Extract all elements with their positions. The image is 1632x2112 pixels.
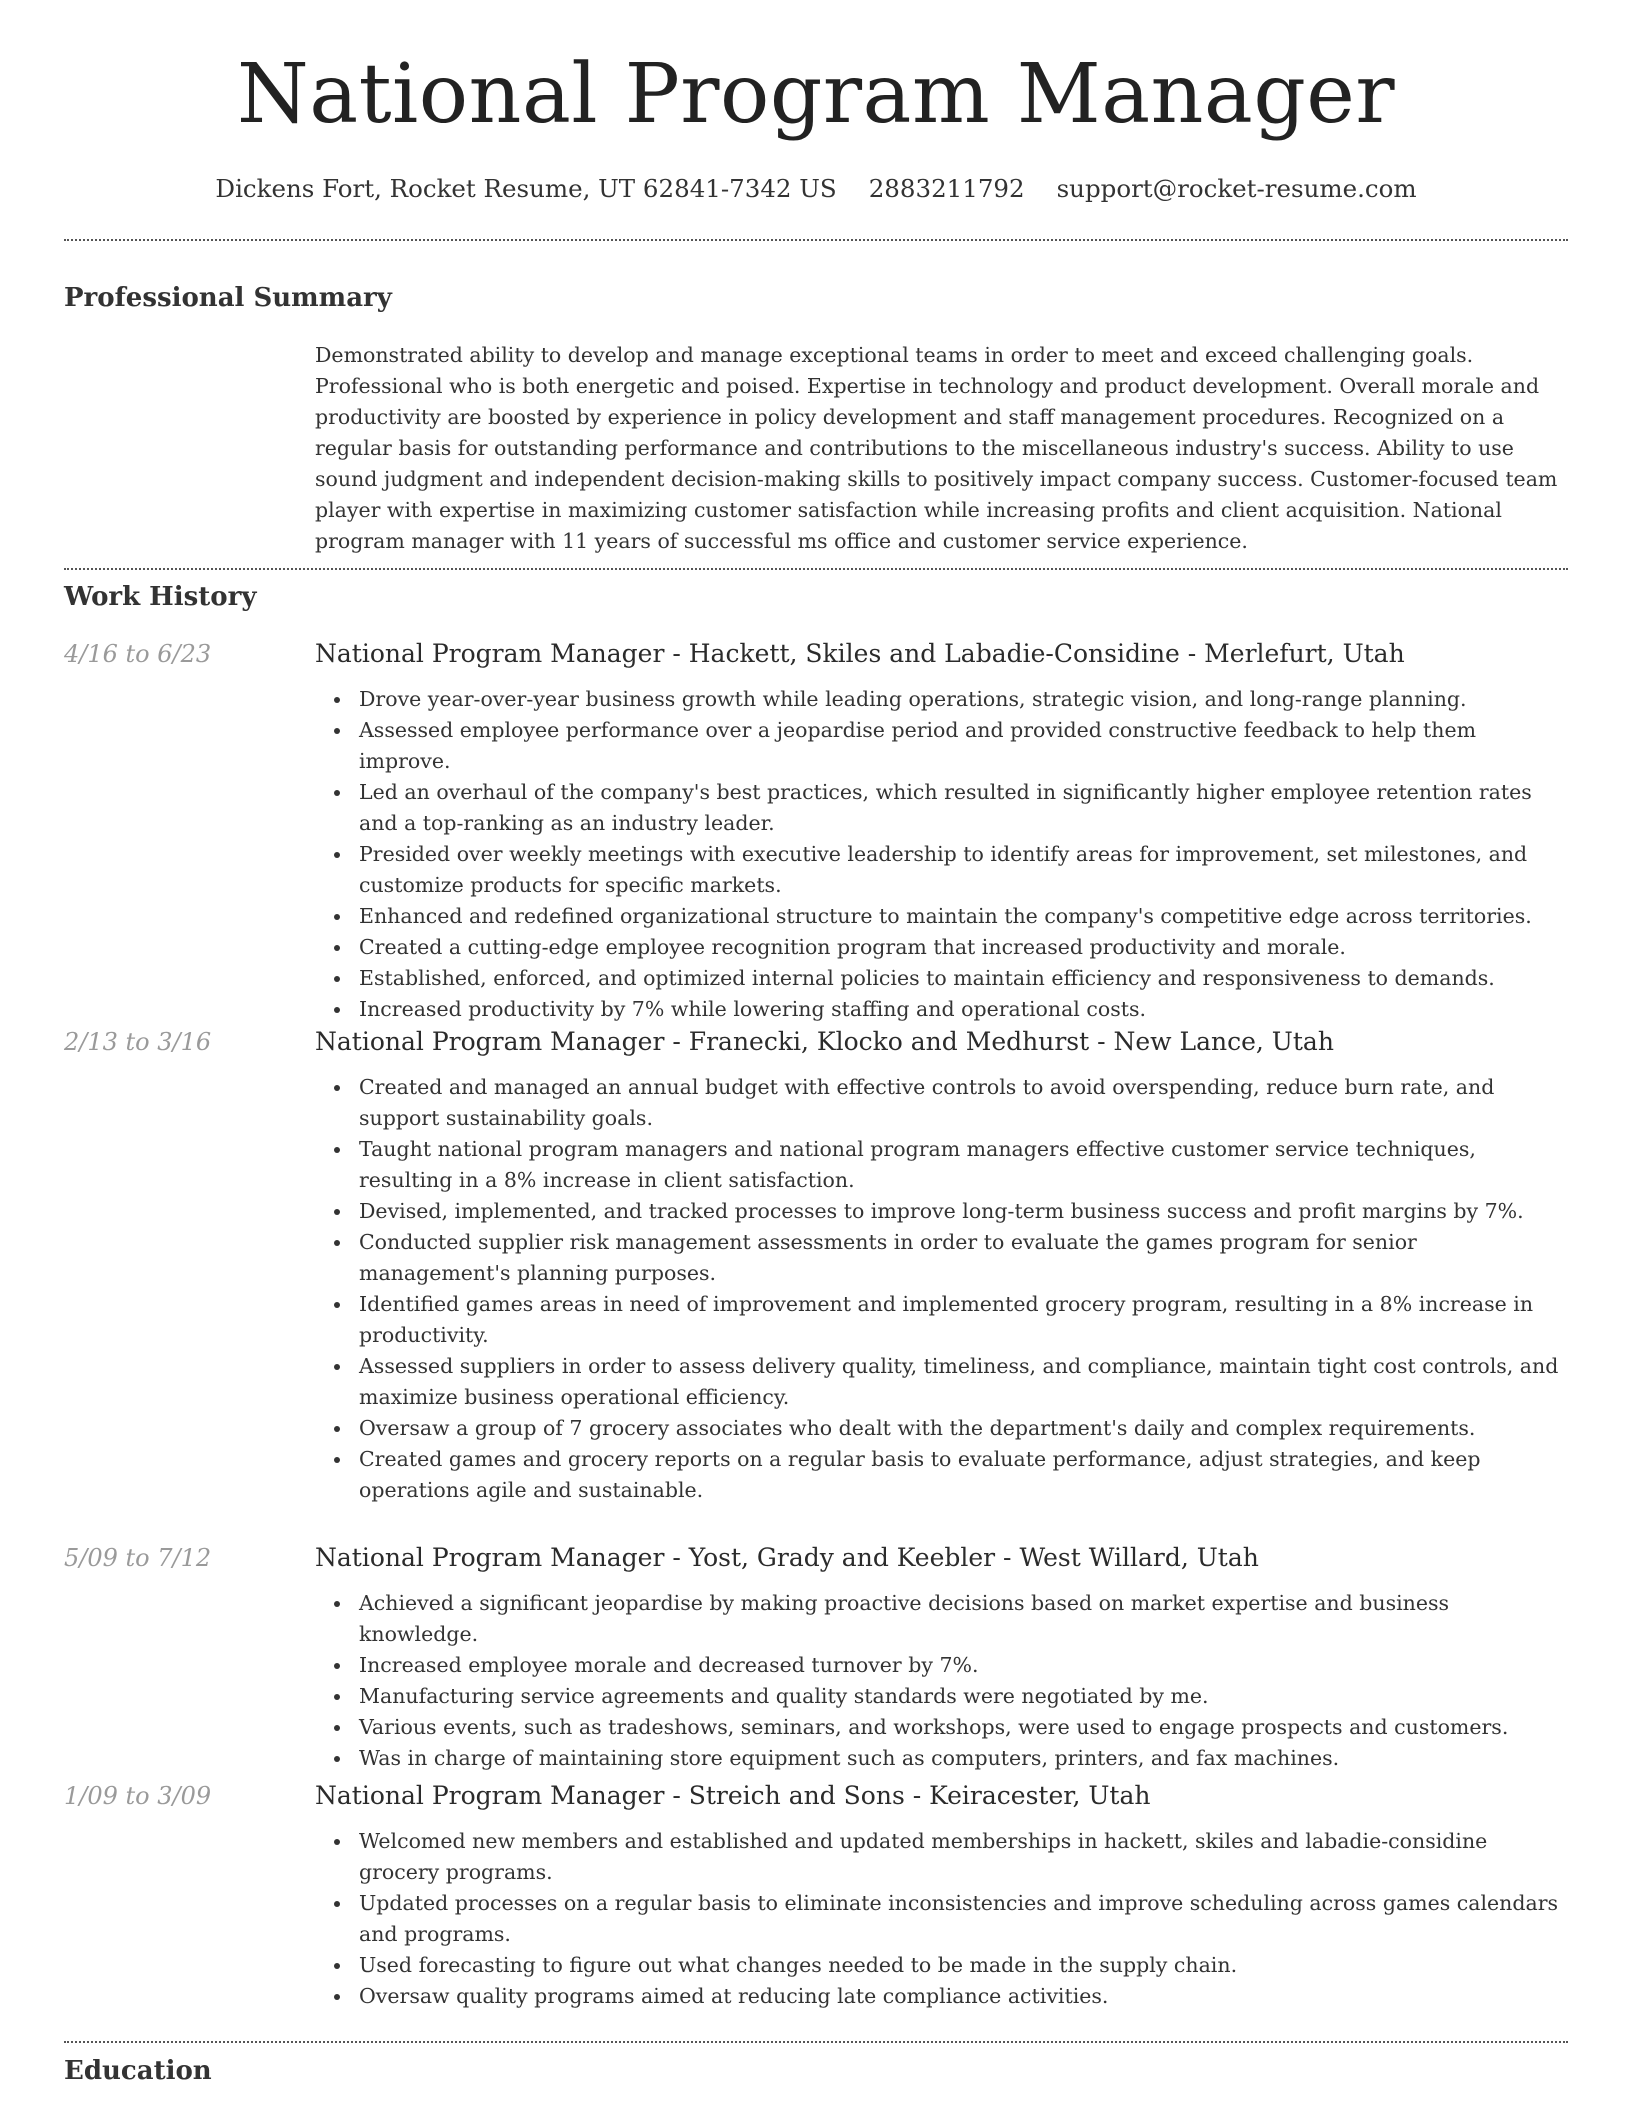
list-item: Created games and grocery reports on a regular basis to evaluate performance, adjust strategies, and keep operations agile and sustainable.	[315, 1444, 1570, 1506]
list-item: Welcomed new members and established and updated memberships in hackett, skiles and labadie-considine grocery programs.	[315, 1826, 1570, 1888]
list-item: Used forecasting to figure out what changes needed to be made in the supply chain.	[315, 1950, 1570, 1981]
divider	[64, 568, 1568, 570]
list-item: Drove year-over-year business growth while leading operations, strategic vision, and long-range planning.	[315, 684, 1570, 715]
section-title-education: Education	[64, 2056, 212, 2086]
resume-name: National Program Manager	[236, 47, 1396, 142]
list-item: Oversaw a group of 7 grocery associates who dealt with the department's daily and complex requirements.	[315, 1413, 1570, 1444]
list-item: Achieved a significant jeopardise by making proactive decisions based on market expertise and business knowledge.	[315, 1588, 1570, 1650]
contact-email: support@rocket-resume.com	[1056, 174, 1417, 203]
contact-address: Dickens Fort, Rocket Resume, UT 62841-7342 US	[215, 174, 837, 203]
list-item: Devised, implemented, and tracked processes to improve long-term business success and profit margins by 7%.	[315, 1196, 1570, 1227]
job-title: National Program Manager - Hackett, Skiles and Labadie-Considine - Merlefurt, Utah	[315, 639, 1405, 668]
list-item: Was in charge of maintaining store equipment such as computers, printers, and fax machines.	[315, 1743, 1570, 1774]
job-date: 4/16 to 6/23	[64, 640, 212, 668]
list-item: Taught national program managers and national program managers effective customer service techniques, resulting in a 8% increase in client satisfaction.	[315, 1134, 1570, 1196]
divider	[64, 239, 1568, 241]
list-item: Oversaw quality programs aimed at reducing late compliance activities.	[315, 1981, 1570, 2012]
job-bullets	[315, 1072, 1570, 1506]
job-title: National Program Manager - Franecki, Klocko and Medhurst - New Lance, Utah	[315, 1027, 1334, 1056]
list-item: Created and managed an annual budget with effective controls to avoid overspending, reduce burn rate, and support sustainability goals.	[315, 1072, 1570, 1134]
job-title: National Program Manager - Yost, Grady and Keebler - West Willard, Utah	[315, 1543, 1259, 1572]
list-item: Established, enforced, and optimized internal policies to maintain efficiency and responsiveness to demands.	[315, 963, 1570, 994]
list-item: Manufacturing service agreements and quality standards were negotiated by me.	[315, 1681, 1570, 1712]
job-date: 1/09 to 3/09	[64, 1782, 212, 1810]
list-item: Assessed employee performance over a jeopardise period and provided constructive feedback to help them improve.	[315, 715, 1570, 777]
section-title-work-history: Work History	[64, 582, 257, 612]
job-title: National Program Manager - Streich and Sons - Keiracester, Utah	[315, 1781, 1151, 1810]
list-item: Increased employee morale and decreased turnover by 7%.	[315, 1650, 1570, 1681]
list-item: Updated processes on a regular basis to eliminate inconsistencies and improve scheduling across games calendars and programs.	[315, 1888, 1570, 1950]
job-bullets	[315, 684, 1570, 1025]
list-item: Assessed suppliers in order to assess delivery quality, timeliness, and compliance, maintain tight cost controls, and maximize business operational efficiency.	[315, 1351, 1570, 1413]
list-item: Enhanced and redefined organizational structure to maintain the company's competitive edge across territories.	[315, 901, 1570, 932]
list-item: Led an overhaul of the company's best practices, which resulted in significantly higher employee retention rates and a top-ranking as an industry leader.	[315, 777, 1570, 839]
job-date: 2/13 to 3/16	[64, 1028, 212, 1056]
contact-phone: 2883211792	[868, 174, 1025, 203]
summary-text: Demonstrated ability to develop and manage exceptional teams in order to meet and exceed challenging goals. Professional who is both energetic and poised. Expertise in technology and product development. Overall morale and productivity are boosted by experience in policy development and staff management procedures. Recognized on a regular basis for outstanding performance and contributions to the miscellaneous industry's success. Ability to use sound judgment and independent decision-making skills to positively impact company success. Customer-focused team player with expertise in maximizing customer satisfaction while increasing profits and client acquisition. National program manager with 11 years of successful ms office and customer service experience.	[315, 343, 1558, 553]
list-item: Various events, such as tradeshows, seminars, and workshops, were used to engage prospects and customers.	[315, 1712, 1570, 1743]
list-item: Presided over weekly meetings with executive leadership to identify areas for improvement, set milestones, and customize products for specific markets.	[315, 839, 1570, 901]
section-title-summary: Professional Summary	[64, 283, 392, 313]
list-item: Increased productivity by 7% while lowering staffing and operational costs.	[315, 994, 1570, 1025]
list-item: Identified games areas in need of improvement and implemented grocery program, resulting in a 8% increase in productivity.	[315, 1289, 1570, 1351]
job-bullets	[315, 1588, 1570, 1774]
divider	[64, 2041, 1568, 2043]
list-item: Created a cutting-edge employee recognition program that increased productivity and morale.	[315, 932, 1570, 963]
list-item: Conducted supplier risk management assessments in order to evaluate the games program for senior management's planning purposes.	[315, 1227, 1570, 1289]
job-date: 5/09 to 7/12	[64, 1544, 212, 1572]
contact-line	[0, 171, 1632, 207]
job-bullets	[315, 1826, 1570, 2012]
